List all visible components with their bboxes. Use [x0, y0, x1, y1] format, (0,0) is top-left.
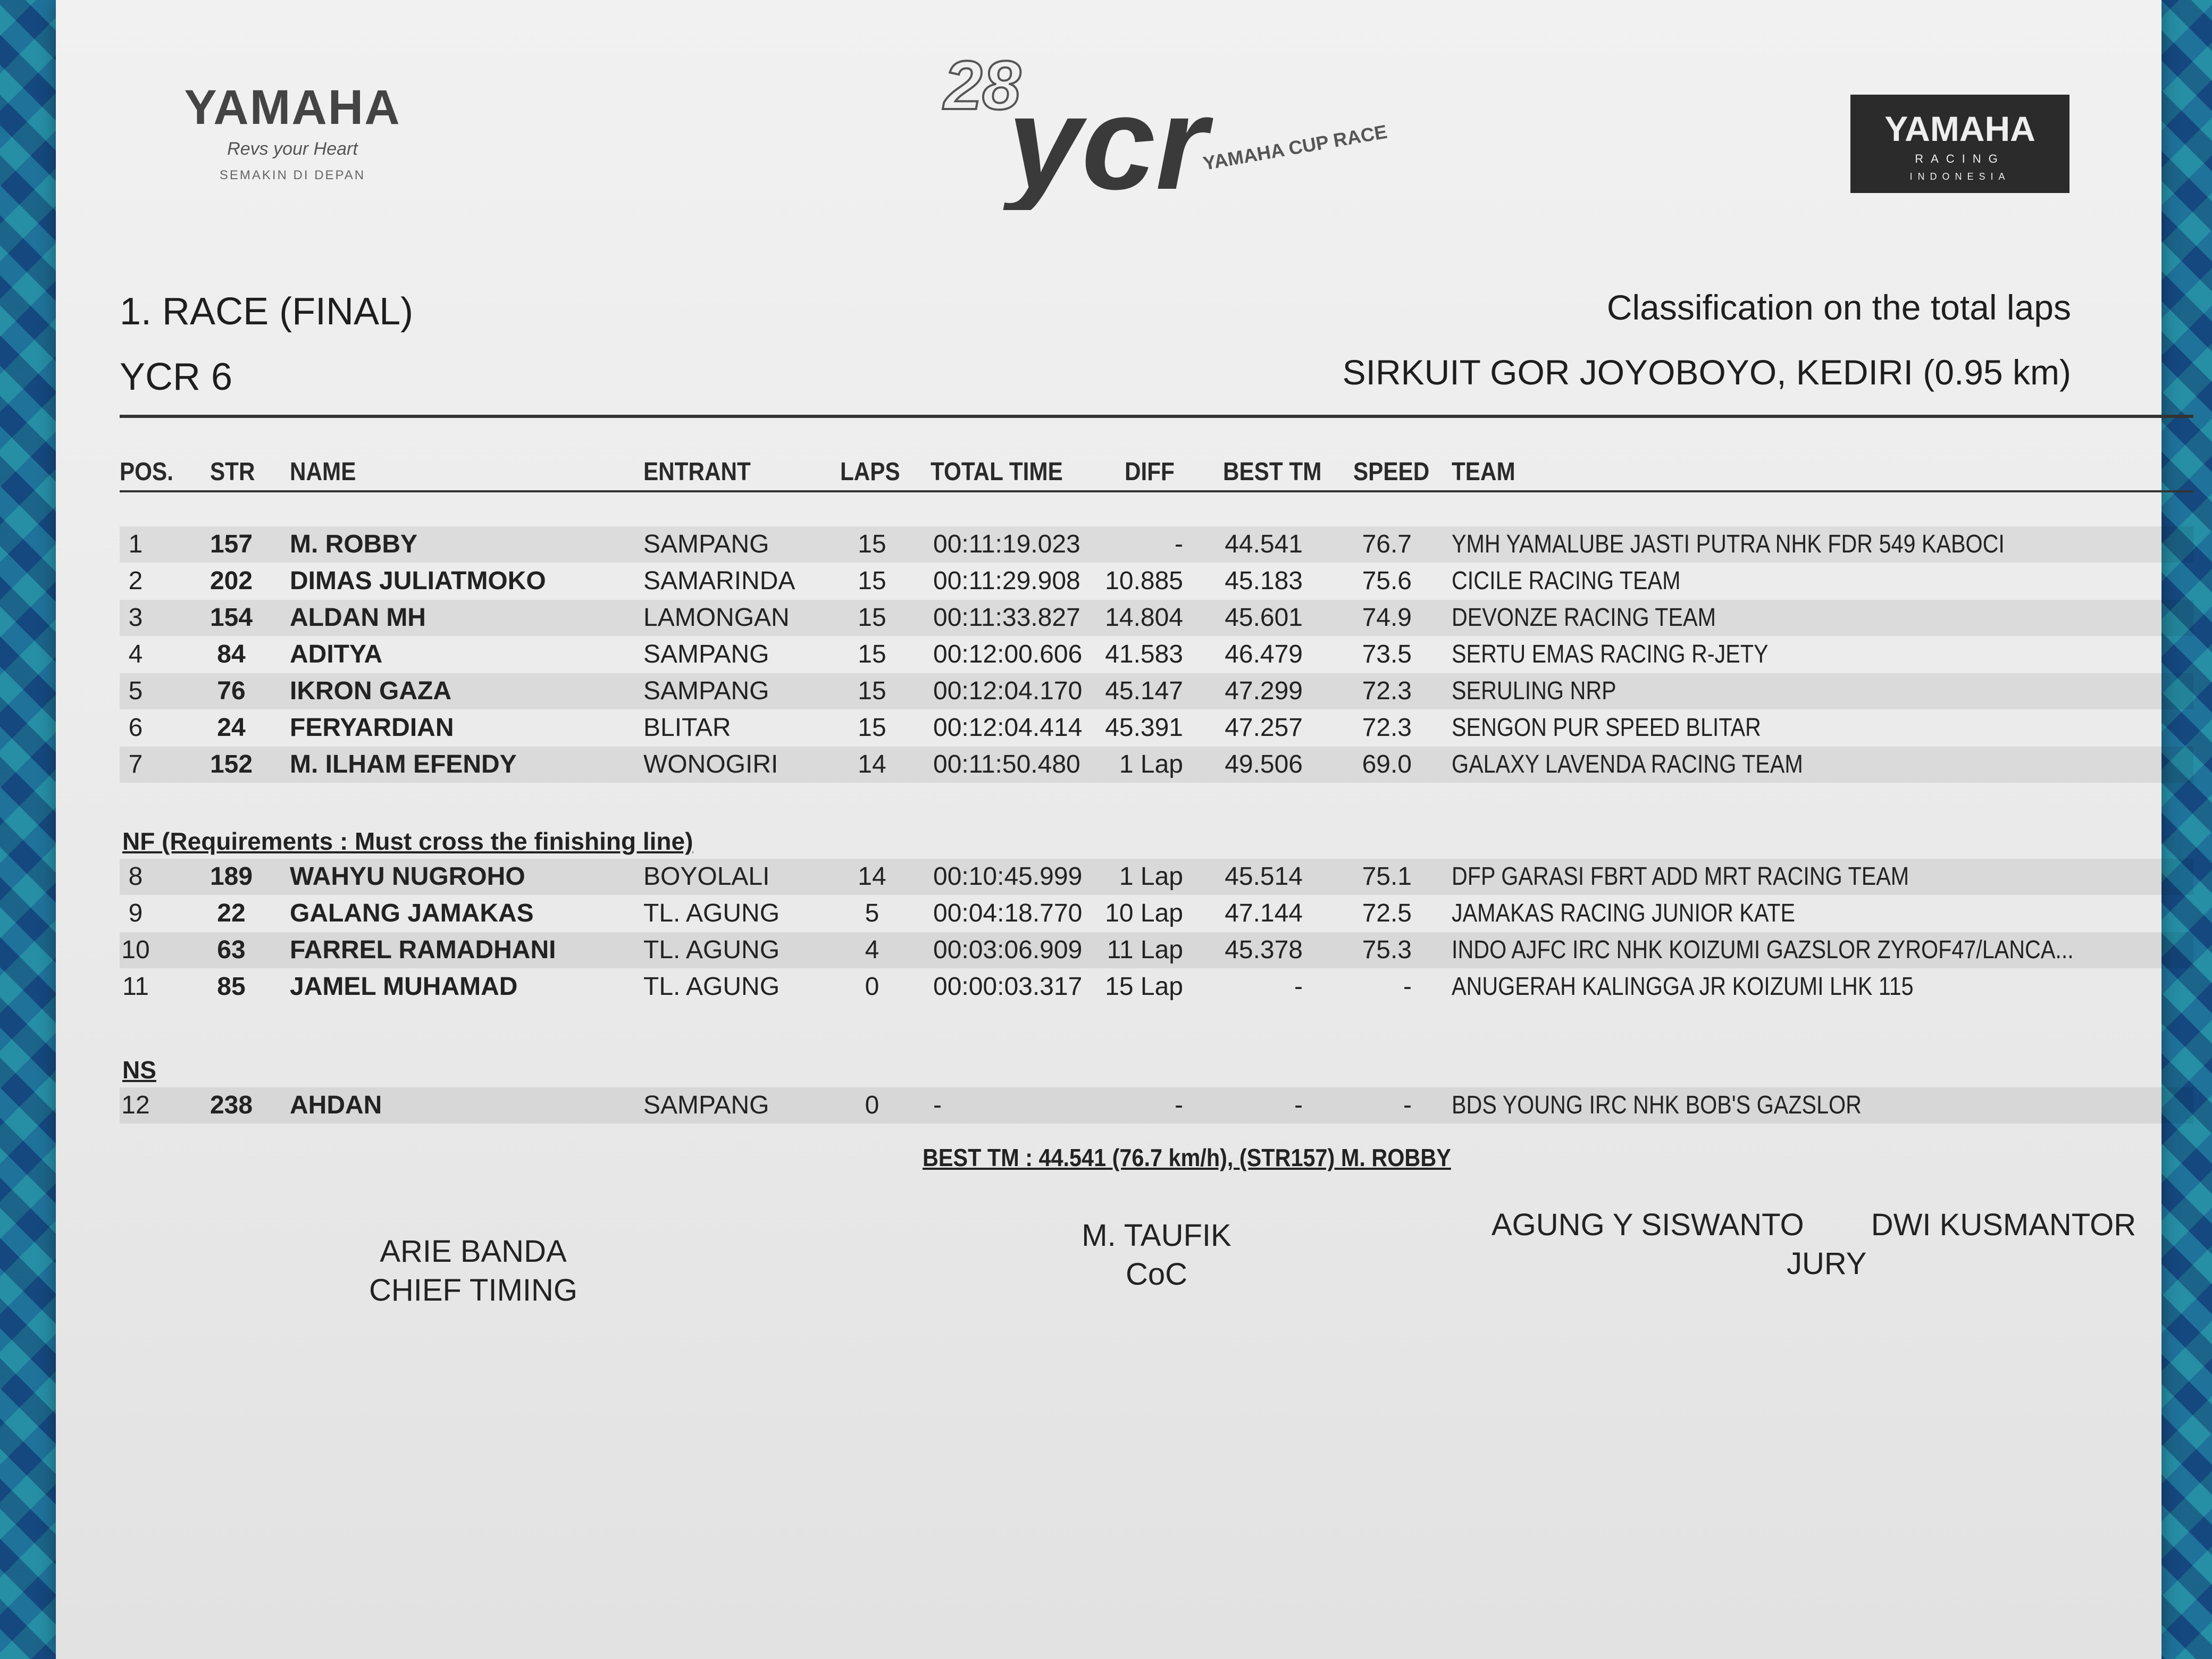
col-best-tm: BEST TM [1223, 458, 1322, 486]
cell-pos: 12 [121, 1091, 150, 1119]
cell-total-time: 00:04:18.770 [933, 899, 1083, 927]
cell-diff: 11 Lap [1107, 936, 1183, 964]
cell-diff: 41.583 [1105, 640, 1183, 668]
table-row [120, 563, 2193, 599]
coc-name: M. TAUFIK [1082, 1218, 1231, 1253]
cell-best-tm: 47.257 [1225, 714, 1303, 742]
cell-name: GALANG JAMAKAS [290, 899, 534, 927]
classification-label: Classification on the total laps [1606, 288, 2071, 327]
cell-diff: 45.391 [1105, 714, 1183, 742]
table-row [120, 932, 2193, 968]
table-row [120, 859, 2193, 895]
cell-diff: 1 Lap [1119, 862, 1183, 891]
cell-str: 202 [210, 567, 253, 595]
cell-best-tm: 44.541 [1225, 530, 1303, 558]
cell-team: SERTU EMAS RACING R-JETY [1452, 640, 1769, 668]
cell-entrant: TL. AGUNG [643, 973, 780, 1001]
cell-pos: 8 [128, 862, 143, 891]
cell-best-tm: 45.514 [1225, 862, 1303, 891]
cell-laps: 15 [858, 567, 886, 595]
cell-pos: 10 [121, 936, 150, 964]
cell-total-time: 00:11:33.827 [933, 604, 1080, 632]
table-row [120, 710, 2193, 746]
cell-str: 76 [217, 677, 246, 705]
cell-laps: 4 [865, 936, 879, 964]
ns-heading: NS [122, 1056, 156, 1084]
circuit-label: SIRKUIT GOR JOYOBOYO, KEDIRI (0.95 km) [1342, 353, 2071, 392]
yamaha-racing-brand: YAMAHA [1884, 109, 2035, 148]
cell-entrant: SAMPANG [643, 640, 769, 668]
col-diff: DIFF [1125, 458, 1175, 486]
cell-laps: 15 [858, 640, 886, 668]
cell-best-tm: 45.183 [1225, 567, 1303, 595]
cell-team: DFP GARASI FBRT ADD MRT RACING TEAM [1452, 862, 1909, 891]
cell-diff: 10 Lap [1105, 899, 1183, 927]
cell-total-time: 00:00:03.317 [933, 973, 1083, 1001]
cell-team: INDO AJFC IRC NHK KOIZUMI GAZSLOR ZYROF47/LANCA... [1452, 936, 2074, 964]
chief-timing-name: ARIE BANDA [380, 1234, 567, 1269]
cell-pos: 4 [128, 640, 143, 668]
cell-best-tm: 47.299 [1225, 677, 1303, 705]
yamaha-tagline: Revs your Heart [227, 139, 358, 159]
cell-laps: 0 [865, 973, 879, 1001]
cell-speed: 69.0 [1362, 750, 1412, 778]
cell-str: 152 [210, 750, 253, 778]
cell-name: WAHYU NUGROHO [290, 862, 525, 891]
cell-speed: - [1403, 1091, 1412, 1119]
cell-best-tm: 46.479 [1225, 640, 1303, 668]
col-laps: LAPS [840, 458, 900, 486]
best-lap-summary: BEST TM : 44.541 (76.7 km/h), (STR157) M. ROBBY [923, 1144, 1451, 1171]
cell-pos: 9 [128, 899, 143, 927]
cell-name: M. ROBBY [290, 530, 417, 558]
cell-laps: 15 [858, 604, 886, 632]
table-row [120, 895, 2193, 932]
nf-heading: NF (Requirements : Must cross the finishing line) [122, 827, 693, 855]
cell-name: DIMAS JULIATMOKO [290, 567, 546, 595]
cell-team: SENGON PUR SPEED BLITAR [1452, 714, 1761, 742]
cell-name: FARREL RAMADHANI [290, 936, 556, 964]
yamaha-racing-country: INDONESIA [1909, 171, 2010, 182]
cell-name: AHDAN [290, 1091, 382, 1119]
table-row [120, 673, 2193, 709]
cell-speed: 72.3 [1362, 677, 1412, 705]
col-total-time: TOTAL TIME [931, 458, 1063, 486]
cell-name: ADITYA [290, 640, 383, 668]
cell-speed: 76.7 [1362, 530, 1412, 558]
cell-laps: 15 [858, 530, 886, 558]
cell-team: YMH YAMALUBE JASTI PUTRA NHK FDR 549 KABOCI [1452, 530, 2005, 558]
header-divider [120, 415, 2193, 418]
cell-total-time: 00:10:45.999 [933, 862, 1083, 891]
cell-str: 24 [217, 714, 246, 742]
cell-str: 63 [217, 936, 246, 964]
cell-diff: - [1175, 530, 1183, 558]
cell-laps: 15 [858, 677, 886, 705]
cell-best-tm: - [1294, 973, 1303, 1001]
results-sheet [56, 0, 2161, 1659]
cell-speed: 74.9 [1362, 604, 1412, 632]
cell-str: 238 [210, 1091, 253, 1119]
cell-entrant: BOYOLALI [643, 862, 770, 891]
cell-str: 85 [217, 973, 246, 1001]
cell-diff: - [1175, 1091, 1183, 1119]
cell-laps: 14 [858, 862, 886, 891]
jury-name-2: DWI KUSMANTOR [1871, 1208, 2136, 1242]
cell-str: 154 [210, 604, 253, 632]
cell-diff: 10.885 [1105, 567, 1183, 595]
ycr-logo-graphic [939, 51, 1396, 210]
cell-entrant: SAMARINDA [643, 567, 795, 595]
cell-pos: 5 [128, 677, 143, 705]
cell-pos: 2 [128, 567, 143, 595]
ycr-event-logo [939, 51, 1396, 210]
cell-team: DEVONZE RACING TEAM [1452, 604, 1716, 632]
cell-speed: 72.3 [1362, 714, 1412, 742]
cell-entrant: TL. AGUNG [643, 936, 780, 964]
cell-best-tm: 45.378 [1225, 936, 1303, 964]
cell-str: 157 [210, 530, 253, 558]
cell-pos: 11 [122, 973, 149, 1001]
cell-total-time: 00:12:00.606 [933, 640, 1083, 668]
table-row [120, 969, 2193, 1005]
yamaha-brand-text: YAMAHA [184, 80, 401, 135]
column-divider [120, 490, 2193, 492]
race-title: 1. RACE (FINAL) [120, 290, 414, 333]
cell-total-time: 00:11:29.908 [933, 567, 1080, 595]
cell-speed: 75.3 [1362, 936, 1412, 964]
class-name: YCR 6 [120, 356, 233, 398]
table-row [120, 747, 2193, 783]
cell-entrant: SAMPANG [643, 1091, 769, 1119]
col-name: NAME [290, 458, 356, 486]
cell-total-time: 00:11:50.480 [933, 750, 1080, 778]
coc-signature [1050, 1218, 1263, 1292]
cell-speed: 75.6 [1362, 567, 1412, 595]
cell-pos: 1 [128, 530, 143, 558]
cell-team: BDS YOUNG IRC NHK BOB'S GAZSLOR [1452, 1091, 1862, 1119]
cell-best-tm: 49.506 [1225, 750, 1303, 778]
cell-entrant: SAMPANG [643, 677, 769, 705]
yamaha-racing-sub: RACING [1915, 152, 2005, 165]
table-row [120, 526, 2193, 563]
coc-role: CoC [1125, 1257, 1188, 1292]
table-row [120, 1087, 2193, 1124]
chief-timing-role: CHIEF TIMING [368, 1273, 578, 1308]
cell-name: IKRON GAZA [290, 677, 451, 705]
cell-entrant: SAMPANG [643, 530, 769, 558]
cell-total-time: - [933, 1091, 942, 1119]
cell-best-tm: 45.601 [1225, 604, 1303, 632]
cell-name: M. ILHAM EFENDY [290, 750, 517, 778]
col-speed: SPEED [1353, 458, 1430, 486]
cell-name: JAMEL MUHAMAD [290, 973, 518, 1001]
cell-total-time: 00:12:04.170 [933, 677, 1083, 705]
cell-speed: 72.5 [1362, 899, 1412, 927]
jury-name-1: AGUNG Y SISWANTO [1492, 1208, 1804, 1242]
col-team: TEAM [1452, 458, 1515, 486]
cell-total-time: 00:12:04.414 [933, 714, 1083, 742]
cell-diff: 14.804 [1105, 604, 1183, 632]
cell-laps: 5 [865, 899, 879, 927]
cell-team: ANUGERAH KALINGGA JR KOIZUMI LHK 115 [1452, 973, 1914, 1001]
col-str: STR [210, 458, 255, 486]
cell-laps: 14 [858, 750, 886, 778]
cell-pos: 3 [128, 604, 143, 632]
cell-name: FERYARDIAN [290, 714, 454, 742]
cell-speed: - [1403, 973, 1412, 1001]
cell-laps: 0 [865, 1091, 879, 1119]
cell-diff: 45.147 [1105, 677, 1183, 705]
cell-team: CICILE RACING TEAM [1452, 567, 1681, 595]
cell-pos: 7 [128, 750, 143, 778]
cell-team: GALAXY LAVENDA RACING TEAM [1452, 750, 1803, 778]
cell-name: ALDAN MH [290, 604, 426, 632]
table-row [120, 636, 2193, 673]
yamaha-logo-left [170, 80, 415, 183]
cell-entrant: TL. AGUNG [643, 899, 780, 927]
cell-diff: 1 Lap [1119, 750, 1183, 778]
cell-str: 84 [217, 640, 246, 668]
ycr-logo-mark: ycr [1008, 69, 1208, 210]
ycr-logo-caption: YAMAHA CUP RACE [1201, 120, 1389, 174]
cell-entrant: WONOGIRI [643, 750, 778, 778]
cell-diff: 15 Lap [1105, 973, 1183, 1001]
cell-team: JAMAKAS RACING JUNIOR KATE [1452, 899, 1796, 927]
cell-laps: 15 [858, 714, 886, 742]
cell-pos: 6 [128, 714, 143, 742]
col-entrant: ENTRANT [643, 458, 751, 486]
ycr-logo-number: 28 [944, 51, 1021, 124]
table-row [120, 600, 2193, 636]
yamaha-racing-logo [1850, 95, 2069, 193]
chief-timing-signature [346, 1234, 601, 1308]
cell-entrant: BLITAR [643, 714, 731, 742]
cell-total-time: 00:11:19.023 [933, 530, 1080, 558]
jury-signature [1492, 1207, 2209, 1281]
col-pos: POS. [120, 458, 173, 486]
cell-str: 189 [210, 862, 253, 891]
jury-role: JURY [1787, 1246, 1867, 1281]
cell-entrant: LAMONGAN [643, 604, 790, 632]
cell-total-time: 00:03:06.909 [933, 936, 1083, 964]
cell-speed: 75.1 [1362, 862, 1412, 891]
yamaha-subline: SEMAKIN DI DEPAN [219, 168, 366, 182]
cell-str: 22 [217, 899, 246, 927]
cell-best-tm: 47.144 [1225, 899, 1303, 927]
cell-team: SERULING NRP [1452, 677, 1616, 705]
cell-speed: 73.5 [1362, 640, 1412, 668]
cell-best-tm: - [1294, 1091, 1303, 1119]
